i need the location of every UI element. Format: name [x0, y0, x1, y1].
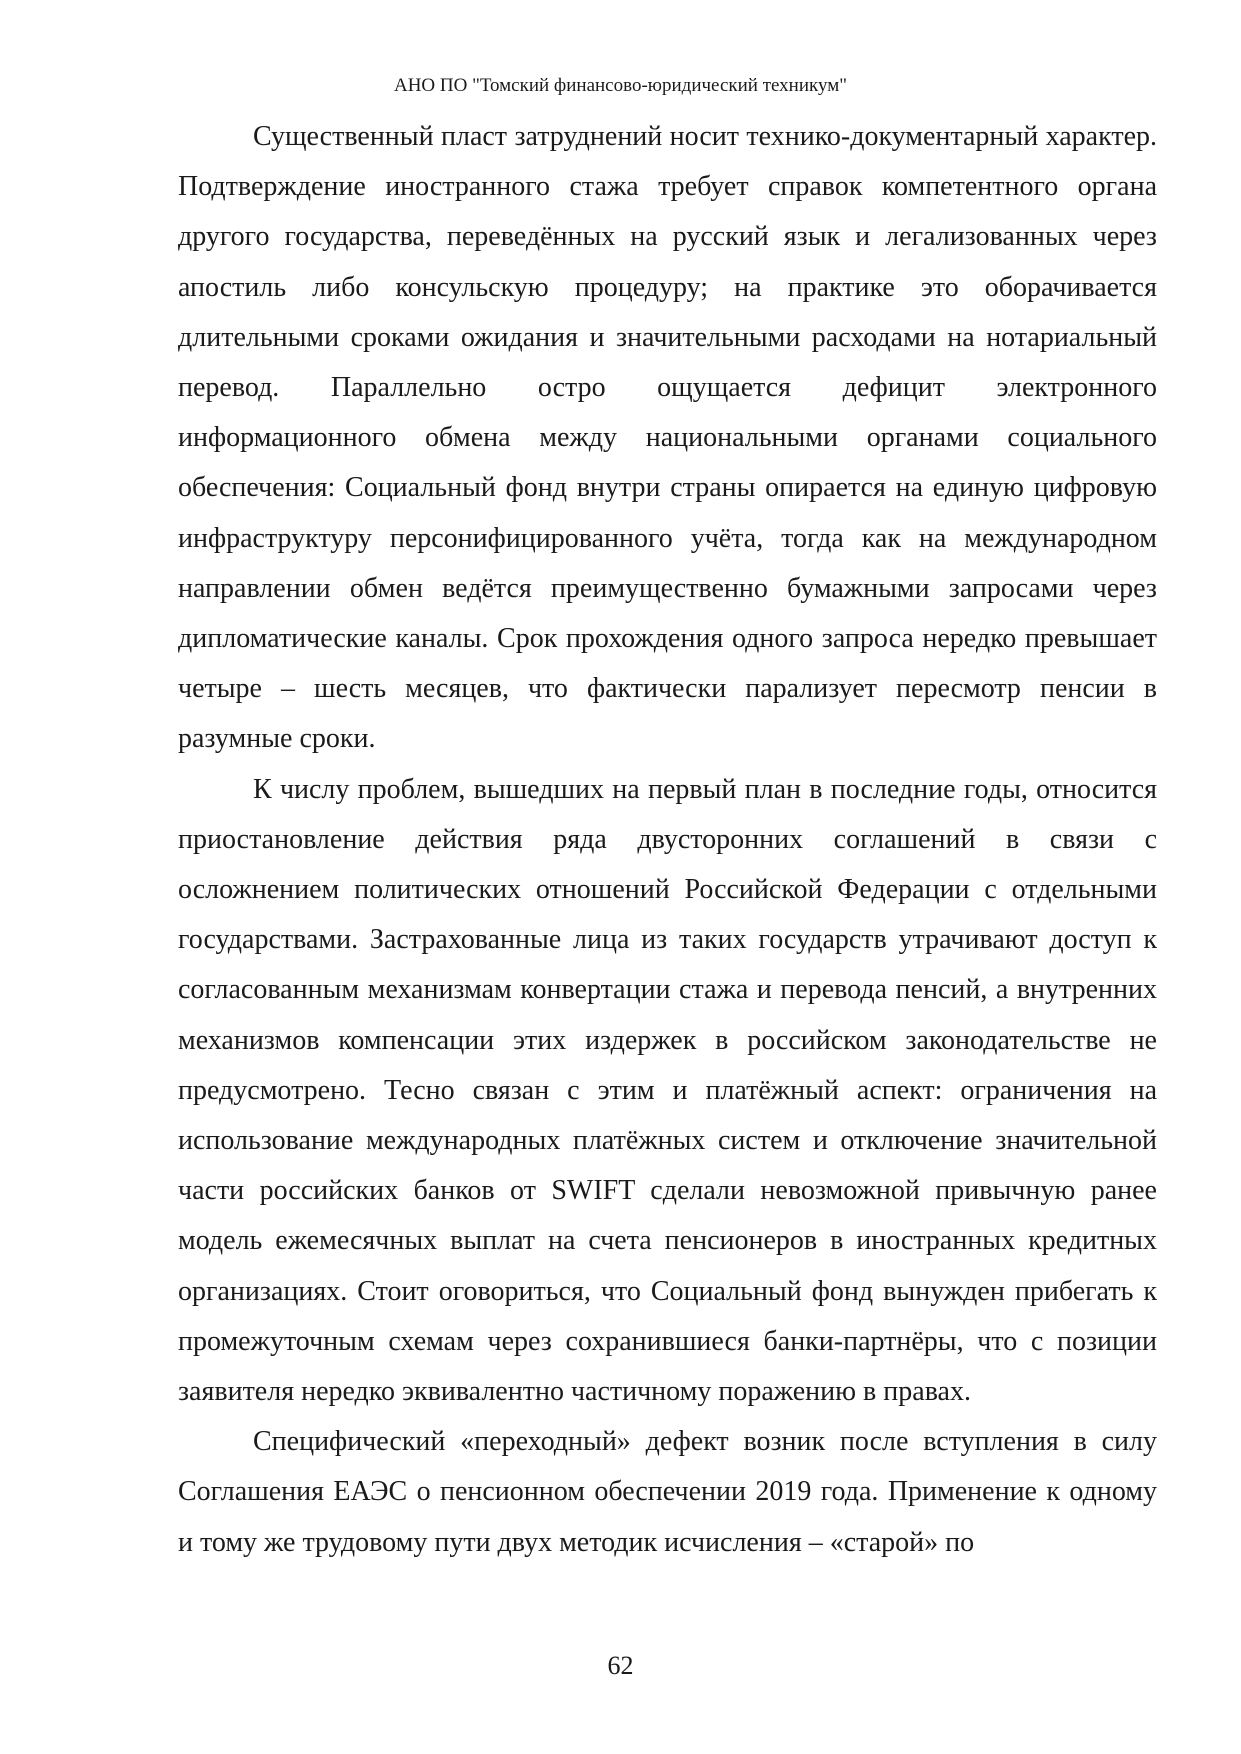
paragraph-technical-documentary: Существенный пласт затруднений носит технико-документарный характер. Подтверждение иностранного стажа требует справок компетентного органа другого государства, переведённых на русский язык и легализованных через апостиль либо консульскую процедуру; на практике это оборачивается длительными сроками ожидания и значительными расходами на нотариальный перевод. Параллельно остро ощущается дефицит электронного информационного обмена между национальными органами социального обеспечения: Социальный фонд внутри страны опирается на единую цифровую инфраструктуру персонифицированного учёта, тогда как на международном направлении обмен ведётся преимущественно бумажными запросами через дипломатические каналы. Срок прохождения одного запроса нередко превышает четыре – шесть месяцев, что фактически парализует пересмотр пенсии в разумные сроки.	[178, 121, 1157, 755]
paragraph-eaeu-transitional-defect: Специфический «переходный» дефект возник после вступления в силу Соглашения ЕАЭС о пенсионном обеспечении 2019 года. Применение к одному и тому же трудовому пути двух методик исчисления – «старой» по	[178, 1426, 1157, 1558]
page-header: АНО ПО "Томский финансово-юридический техникум"	[393, 75, 848, 96]
document-body	[178, 112, 1157, 1568]
paragraph-suspended-agreements: К числу проблем, вышедших на первый план в последние годы, относится приостановление действия ряда двусторонних соглашений в связи с осложнением политических отношений Российской Федерации с отдельными государствами. Застрахованные лица из таких государств утрачивают доступ к согласованным механизмам конвертации стажа и перевода пенсий, а внутренних механизмов компенсации этих издержек в российском законодательстве не предусмотрено. Тесно связан с этим и платёжный аспект: ограничения на использование международных платёжных систем и отключение значительной части российских банков от SWIFT сделали невозможной привычную ранее модель ежемесячных выплат на счета пенсионеров в иностранных кредитных организациях. Стоит оговориться, что Социальный фонд вынужден прибегать к промежуточным схемам через сохранившиеся банки-партнёры, что с позиции заявителя нередко эквивалентно частичному поражению в правах.	[178, 773, 1157, 1408]
page-number: 62	[607, 1651, 634, 1680]
